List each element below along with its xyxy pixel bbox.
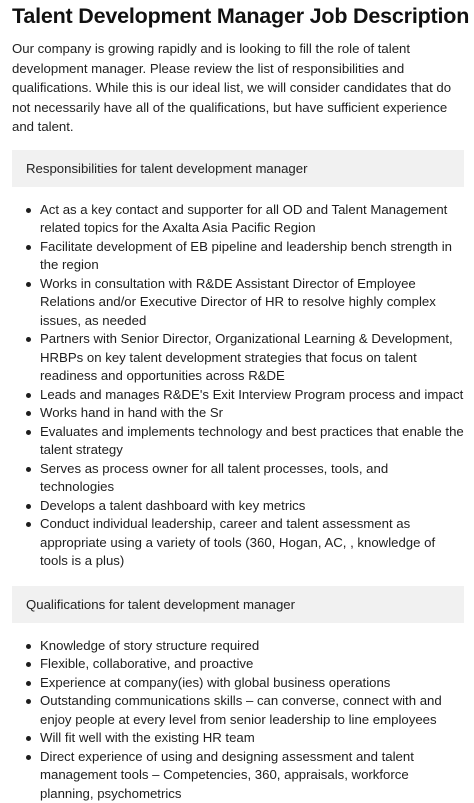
list-item: Act as a key contact and supporter for all OD and Talent Management related topics for the Axalta Asia Pacific Region [26,201,464,238]
list-item: Conduct individual leadership, career and talent assessment as appropriate using a variety of tools (360, Hogan, AC, , knowledge of tools is a plus) [26,515,464,571]
list-item: Works hand in hand with the Sr [26,404,464,423]
responsibilities-list [12,201,464,571]
list-item: Outstanding communications skills – can converse, connect with and enjoy people at every level from senior leadership to line employees [26,692,464,729]
list-item: Knowledge of story structure required [26,637,464,656]
intro-paragraph: Our company is growing rapidly and is looking to fill the role of talent development manager. Please review the list of responsibilities and qualifications. While this is our ideal list, we will consider candidates that do not necessarily have all of the qualifications, but have sufficient experience and talent. [12,39,464,137]
list-item: Direct experience of using and designing assessment and talent management tools – Competencies, 360, appraisals, workforce planning, psychometrics [26,748,464,803]
page-title: Talent Development Manager Job Description [12,0,464,30]
list-item: Develops a talent dashboard with key metrics [26,497,464,516]
list-item: Works in consultation with R&DE Assistant Director of Employee Relations and/or Executive Director of HR to resolve highly complex issues, as needed [26,275,464,331]
qualifications-heading: Qualifications for talent development manager [12,586,464,623]
responsibilities-heading: Responsibilities for talent development manager [12,150,464,187]
list-item: Will fit well with the existing HR team [26,729,464,748]
list-item: Partners with Senior Director, Organizational Learning & Development, HRBPs on key talent development strategies that focus on talent readiness and opportunities across R&DE [26,330,464,386]
qualifications-list [12,637,464,803]
list-item: Flexible, collaborative, and proactive [26,655,464,674]
list-item: Serves as process owner for all talent processes, tools, and technologies [26,460,464,497]
list-item: Facilitate development of EB pipeline and leadership bench strength in the region [26,238,464,275]
list-item: Experience at company(ies) with global business operations [26,674,464,693]
list-item: Evaluates and implements technology and best practices that enable the talent strategy [26,423,464,460]
list-item: Leads and manages R&DE's Exit Interview Program process and impact [26,386,464,405]
